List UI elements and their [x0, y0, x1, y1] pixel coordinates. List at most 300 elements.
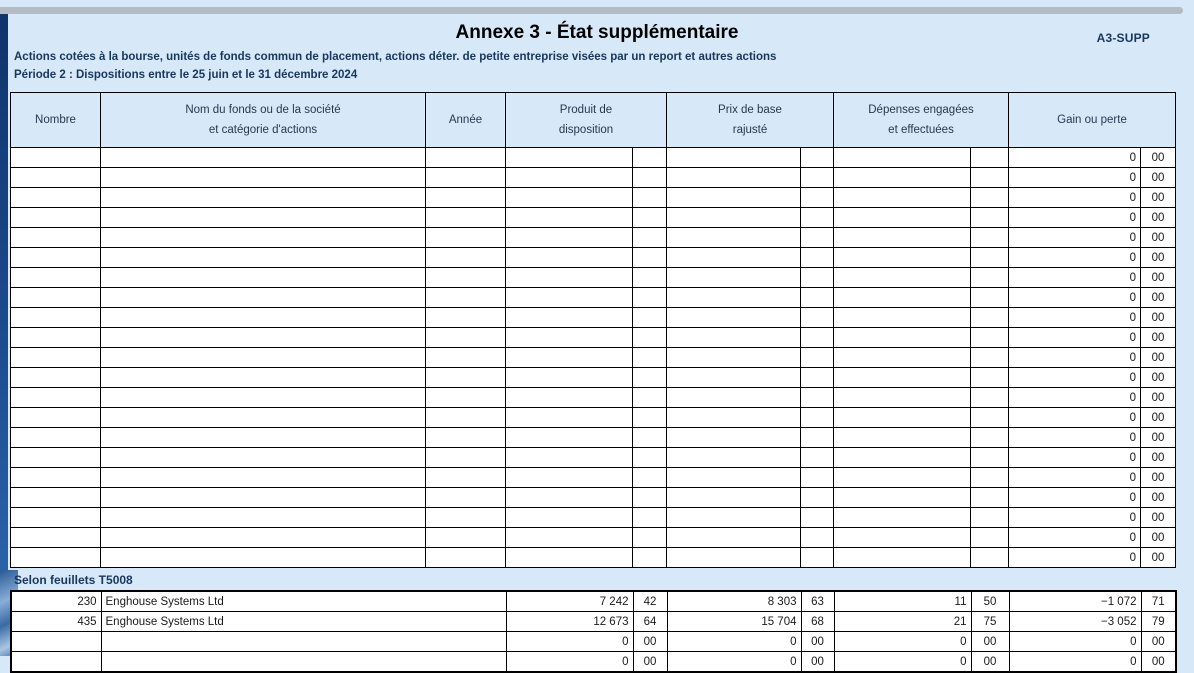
produit-dollars-cell[interactable] [506, 248, 633, 268]
prix-cents-cell[interactable] [801, 448, 834, 468]
gain-dollars-cell: 0 [1009, 388, 1141, 408]
depenses-dollars-cell[interactable] [834, 248, 971, 268]
produit-dollars-cell[interactable] [506, 368, 633, 388]
prix-cents-cell[interactable] [801, 168, 834, 188]
nombre-cell[interactable] [11, 548, 101, 568]
dispositions-table [10, 92, 1176, 568]
annee-cell[interactable] [426, 188, 506, 208]
prix-cents-cell[interactable]: 00 [801, 652, 834, 673]
nombre-cell[interactable] [11, 288, 101, 308]
prix-dollars-cell[interactable] [667, 208, 801, 228]
depenses-dollars-cell[interactable] [834, 228, 971, 248]
prix-cents-cell[interactable] [801, 328, 834, 348]
annee-cell[interactable] [426, 408, 506, 428]
prix-cents-cell[interactable] [801, 148, 834, 168]
nombre-cell[interactable] [11, 368, 101, 388]
nom-cell[interactable] [101, 508, 426, 528]
depenses-dollars-cell[interactable] [834, 208, 971, 228]
nom-cell[interactable] [101, 408, 426, 428]
depenses-dollars-cell[interactable] [834, 448, 971, 468]
depenses-dollars-cell[interactable]: 21 [834, 612, 971, 632]
depenses-dollars-cell[interactable]: 0 [834, 632, 971, 652]
prix-cents-cell[interactable]: 63 [801, 591, 834, 612]
produit-cents-cell[interactable] [633, 528, 667, 548]
gain-cents-cell: 00 [1141, 448, 1176, 468]
nom-cell[interactable] [101, 188, 426, 208]
prix-dollars-cell[interactable] [667, 328, 801, 348]
produit-dollars-cell[interactable] [506, 208, 633, 228]
depenses-cents-cell[interactable] [971, 268, 1009, 288]
nom-cell[interactable] [101, 208, 426, 228]
prix-cents-cell[interactable] [801, 348, 834, 368]
prix-cents-cell[interactable] [801, 228, 834, 248]
annee-cell[interactable] [426, 288, 506, 308]
empty-row [11, 468, 1176, 488]
produit-cents-cell[interactable] [633, 388, 667, 408]
produit-cents-cell[interactable] [633, 508, 667, 528]
annee-cell[interactable] [426, 448, 506, 468]
gain-dollars-cell: 0 [1009, 408, 1141, 428]
gain-cents-cell: 00 [1141, 348, 1176, 368]
depenses-dollars-cell[interactable] [834, 168, 971, 188]
depenses-cents-cell[interactable] [971, 308, 1009, 328]
depenses-dollars-cell[interactable] [834, 548, 971, 568]
nombre-cell[interactable] [11, 528, 101, 548]
gain-dollars-cell: 0 [1009, 208, 1141, 228]
depenses-dollars-cell[interactable]: 11 [834, 591, 971, 612]
produit-dollars-cell[interactable] [506, 448, 633, 468]
gain-dollars-cell: 0 [1009, 148, 1141, 168]
prix-dollars-cell[interactable]: 0 [667, 632, 801, 652]
depenses-cents-cell[interactable] [971, 328, 1009, 348]
depenses-dollars-cell[interactable] [834, 508, 971, 528]
nom-cell[interactable] [101, 488, 426, 508]
produit-dollars-cell[interactable]: 0 [506, 652, 633, 673]
prix-dollars-cell[interactable] [667, 528, 801, 548]
nombre-cell[interactable]: 230 [11, 591, 101, 612]
prix-dollars-cell[interactable] [667, 388, 801, 408]
depenses-dollars-cell[interactable] [834, 328, 971, 348]
produit-cents-cell[interactable] [633, 368, 667, 388]
depenses-cents-cell[interactable]: 00 [971, 652, 1009, 673]
form-code-badge: A3-SUPP [1096, 31, 1150, 45]
nom-cell[interactable] [101, 468, 426, 488]
depenses-cents-cell[interactable] [971, 488, 1009, 508]
col-header-gain: Gain ou perte [1009, 93, 1176, 148]
depenses-cents-cell[interactable] [971, 148, 1009, 168]
produit-cents-cell[interactable]: 00 [633, 632, 667, 652]
gain-cents-cell: 00 [1141, 508, 1176, 528]
nombre-cell[interactable] [11, 468, 101, 488]
produit-dollars-cell[interactable] [506, 328, 633, 348]
t5008-row [11, 612, 1176, 632]
prix-cents-cell[interactable] [801, 368, 834, 388]
nombre-cell[interactable] [11, 428, 101, 448]
depenses-cents-cell[interactable]: 50 [971, 591, 1009, 612]
produit-dollars-cell[interactable]: 7 242 [506, 591, 633, 612]
depenses-cents-cell[interactable] [971, 168, 1009, 188]
prix-dollars-cell[interactable] [667, 168, 801, 188]
prix-dollars-cell[interactable] [667, 548, 801, 568]
produit-cents-cell[interactable] [633, 228, 667, 248]
annee-cell[interactable] [426, 268, 506, 288]
annee-cell[interactable] [426, 508, 506, 528]
depenses-cents-cell[interactable] [971, 508, 1009, 528]
nombre-cell[interactable] [11, 448, 101, 468]
nom-cell[interactable] [101, 548, 426, 568]
prix-cents-cell[interactable] [801, 268, 834, 288]
gain-cents-cell: 00 [1141, 328, 1176, 348]
prix-dollars-cell[interactable] [667, 268, 801, 288]
depenses-dollars-cell[interactable] [834, 528, 971, 548]
col-header-nom: Nom du fonds ou de la société et catégorie d'actions [101, 93, 426, 148]
nom-cell[interactable] [101, 148, 426, 168]
annee-cell[interactable] [426, 388, 506, 408]
gain-dollars-cell: 0 [1009, 228, 1141, 248]
nombre-cell[interactable] [11, 168, 101, 188]
depenses-cents-cell[interactable] [971, 348, 1009, 368]
produit-cents-cell[interactable]: 64 [633, 612, 667, 632]
depenses-dollars-cell[interactable] [834, 188, 971, 208]
gain-cents-cell: 00 [1141, 632, 1176, 652]
nom-cell[interactable] [101, 528, 426, 548]
left-edge-stripe [0, 14, 8, 570]
depenses-dollars-cell[interactable] [834, 288, 971, 308]
produit-dollars-cell[interactable] [506, 268, 633, 288]
empty-row [11, 488, 1176, 508]
nom-cell[interactable] [101, 248, 426, 268]
depenses-cents-cell[interactable] [971, 528, 1009, 548]
gain-dollars-cell: 0 [1009, 508, 1141, 528]
produit-cents-cell[interactable] [633, 148, 667, 168]
gain-cents-cell: 00 [1141, 228, 1176, 248]
gain-cents-cell: 00 [1141, 368, 1176, 388]
nom-cell[interactable] [101, 368, 426, 388]
produit-dollars-cell[interactable] [506, 488, 633, 508]
nombre-cell[interactable] [11, 248, 101, 268]
gain-dollars-cell: −3 052 [1009, 612, 1141, 632]
produit-dollars-cell[interactable] [506, 308, 633, 328]
t5008-row [11, 652, 1176, 673]
depenses-cents-cell[interactable] [971, 188, 1009, 208]
prix-dollars-cell[interactable] [667, 308, 801, 328]
produit-dollars-cell[interactable]: 0 [506, 632, 633, 652]
nom-cell[interactable] [101, 632, 506, 652]
depenses-dollars-cell[interactable] [834, 308, 971, 328]
nombre-cell[interactable] [11, 508, 101, 528]
produit-cents-cell[interactable] [633, 468, 667, 488]
annee-cell[interactable] [426, 168, 506, 188]
depenses-cents-cell[interactable] [971, 228, 1009, 248]
produit-cents-cell[interactable] [633, 188, 667, 208]
produit-cents-cell[interactable] [633, 408, 667, 428]
prix-dollars-cell[interactable] [667, 368, 801, 388]
produit-dollars-cell[interactable] [506, 348, 633, 368]
gain-cents-cell: 00 [1141, 168, 1176, 188]
depenses-cents-cell[interactable] [971, 548, 1009, 568]
nombre-cell[interactable]: 435 [11, 612, 101, 632]
gain-dollars-cell: 0 [1009, 268, 1141, 288]
produit-dollars-cell[interactable] [506, 508, 633, 528]
prix-dollars-cell[interactable] [667, 248, 801, 268]
t5008-row [11, 591, 1176, 612]
nombre-cell[interactable] [11, 268, 101, 288]
depenses-dollars-cell[interactable] [834, 268, 971, 288]
depenses-dollars-cell[interactable] [834, 428, 971, 448]
nom-cell[interactable] [101, 652, 506, 673]
empty-row [11, 348, 1176, 368]
prix-cents-cell[interactable]: 00 [801, 632, 834, 652]
gain-dollars-cell: 0 [1009, 488, 1141, 508]
gain-dollars-cell: 0 [1009, 428, 1141, 448]
empty-row [11, 148, 1176, 168]
col-header-produit: Produit de disposition [506, 93, 667, 148]
gain-cents-cell: 00 [1141, 288, 1176, 308]
annee-cell[interactable] [426, 488, 506, 508]
produit-dollars-cell[interactable] [506, 408, 633, 428]
produit-dollars-cell[interactable] [506, 188, 633, 208]
annee-cell[interactable] [426, 548, 506, 568]
prix-dollars-cell[interactable] [667, 448, 801, 468]
prix-cents-cell[interactable] [801, 488, 834, 508]
produit-cents-cell[interactable] [633, 328, 667, 348]
gain-dollars-cell: 0 [1009, 188, 1141, 208]
empty-row [11, 248, 1176, 268]
nombre-cell[interactable] [11, 408, 101, 428]
nombre-cell[interactable] [11, 148, 101, 168]
produit-cents-cell[interactable] [633, 548, 667, 568]
col-header-nombre: Nombre [11, 93, 101, 148]
prix-dollars-cell[interactable]: 0 [667, 652, 801, 673]
nom-cell[interactable] [101, 348, 426, 368]
produit-dollars-cell[interactable] [506, 168, 633, 188]
gain-dollars-cell: 0 [1009, 448, 1141, 468]
nombre-cell[interactable] [11, 208, 101, 228]
nom-cell[interactable] [101, 308, 426, 328]
gain-cents-cell: 00 [1141, 488, 1176, 508]
empty-row [11, 428, 1176, 448]
gain-dollars-cell: −1 072 [1009, 591, 1141, 612]
produit-cents-cell[interactable] [633, 308, 667, 328]
gain-cents-cell: 71 [1141, 591, 1176, 612]
depenses-cents-cell[interactable] [971, 448, 1009, 468]
empty-row [11, 188, 1176, 208]
gain-dollars-cell: 0 [1009, 348, 1141, 368]
nombre-cell[interactable] [11, 328, 101, 348]
gain-dollars-cell: 0 [1009, 528, 1141, 548]
prix-dollars-cell[interactable] [667, 148, 801, 168]
produit-dollars-cell[interactable] [506, 528, 633, 548]
gain-dollars-cell: 0 [1009, 652, 1141, 673]
produit-cents-cell[interactable] [633, 448, 667, 468]
prix-dollars-cell[interactable] [667, 468, 801, 488]
produit-cents-cell[interactable]: 42 [633, 591, 667, 612]
period-subtitle: Période 2 : Dispositions entre le 25 juin et le 31 décembre 2024 [14, 69, 358, 81]
prix-dollars-cell[interactable] [667, 488, 801, 508]
nom-cell[interactable]: Enghouse Systems Ltd [101, 612, 506, 632]
depenses-dollars-cell[interactable] [834, 388, 971, 408]
produit-cents-cell[interactable]: 00 [633, 652, 667, 673]
gain-cents-cell: 00 [1141, 528, 1176, 548]
gain-cents-cell: 00 [1141, 388, 1176, 408]
gain-cents-cell: 00 [1141, 268, 1176, 288]
gain-cents-cell: 00 [1141, 468, 1176, 488]
nom-cell[interactable] [101, 328, 426, 348]
produit-dollars-cell[interactable] [506, 548, 633, 568]
nombre-cell[interactable] [11, 388, 101, 408]
nombre-cell[interactable] [11, 308, 101, 328]
produit-cents-cell[interactable] [633, 208, 667, 228]
nombre-cell[interactable] [11, 348, 101, 368]
gain-dollars-cell: 0 [1009, 248, 1141, 268]
gain-cents-cell: 00 [1141, 652, 1176, 673]
annee-cell[interactable] [426, 328, 506, 348]
prix-cents-cell[interactable] [801, 528, 834, 548]
nom-cell[interactable] [101, 288, 426, 308]
annee-cell[interactable] [426, 208, 506, 228]
produit-dollars-cell[interactable]: 12 673 [506, 612, 633, 632]
prix-dollars-cell[interactable] [667, 508, 801, 528]
depenses-dollars-cell[interactable] [834, 368, 971, 388]
nombre-cell[interactable] [11, 188, 101, 208]
depenses-dollars-cell[interactable] [834, 468, 971, 488]
prix-dollars-cell[interactable] [667, 188, 801, 208]
prix-cents-cell[interactable] [801, 548, 834, 568]
produit-dollars-cell[interactable] [506, 148, 633, 168]
empty-row [11, 368, 1176, 388]
gain-cents-cell: 00 [1141, 248, 1176, 268]
prix-dollars-cell[interactable]: 8 303 [667, 591, 801, 612]
depenses-cents-cell[interactable] [971, 468, 1009, 488]
annee-cell[interactable] [426, 428, 506, 448]
produit-dollars-cell[interactable] [506, 228, 633, 248]
nom-cell[interactable]: Enghouse Systems Ltd [101, 591, 506, 612]
prix-cents-cell[interactable] [801, 508, 834, 528]
gain-dollars-cell: 0 [1009, 288, 1141, 308]
depenses-cents-cell[interactable] [971, 408, 1009, 428]
gain-cents-cell: 00 [1141, 308, 1176, 328]
produit-cents-cell[interactable] [633, 248, 667, 268]
annee-cell[interactable] [426, 368, 506, 388]
produit-cents-cell[interactable] [633, 488, 667, 508]
gain-cents-cell: 79 [1141, 612, 1176, 632]
nom-cell[interactable] [101, 448, 426, 468]
prix-cents-cell[interactable] [801, 428, 834, 448]
nom-cell[interactable] [101, 388, 426, 408]
prix-dollars-cell[interactable] [667, 288, 801, 308]
produit-cents-cell[interactable] [633, 168, 667, 188]
empty-row [11, 448, 1176, 468]
prix-cents-cell[interactable] [801, 288, 834, 308]
nom-cell[interactable] [101, 168, 426, 188]
t5008-row [11, 632, 1176, 652]
depenses-cents-cell[interactable] [971, 208, 1009, 228]
nombre-cell[interactable] [11, 652, 101, 673]
produit-dollars-cell[interactable] [506, 468, 633, 488]
prix-cents-cell[interactable]: 68 [801, 612, 834, 632]
prix-cents-cell[interactable] [801, 208, 834, 228]
empty-row [11, 328, 1176, 348]
prix-dollars-cell[interactable] [667, 348, 801, 368]
annee-cell[interactable] [426, 528, 506, 548]
depenses-cents-cell[interactable] [971, 388, 1009, 408]
prix-dollars-cell[interactable] [667, 428, 801, 448]
annee-cell[interactable] [426, 308, 506, 328]
depenses-cents-cell[interactable] [971, 248, 1009, 268]
nom-cell[interactable] [101, 228, 426, 248]
produit-cents-cell[interactable] [633, 428, 667, 448]
prix-cents-cell[interactable] [801, 468, 834, 488]
annee-cell[interactable] [426, 148, 506, 168]
depenses-dollars-cell[interactable] [834, 348, 971, 368]
depenses-dollars-cell[interactable] [834, 488, 971, 508]
annee-cell[interactable] [426, 348, 506, 368]
page-title: Annexe 3 - État supplémentaire [455, 22, 739, 43]
t5008-table [10, 590, 1177, 673]
annee-cell[interactable] [426, 468, 506, 488]
produit-dollars-cell[interactable] [506, 388, 633, 408]
produit-dollars-cell[interactable] [506, 428, 633, 448]
t5008-section-label: Selon feuillets T5008 [14, 573, 133, 587]
depenses-cents-cell[interactable]: 75 [971, 612, 1009, 632]
empty-row [11, 408, 1176, 428]
nombre-cell[interactable] [11, 632, 101, 652]
empty-row [11, 168, 1176, 188]
prix-cents-cell[interactable] [801, 388, 834, 408]
header-row [11, 93, 1176, 148]
produit-cents-cell[interactable] [633, 268, 667, 288]
nom-cell[interactable] [101, 428, 426, 448]
gain-dollars-cell: 0 [1009, 328, 1141, 348]
empty-row [11, 528, 1176, 548]
prix-dollars-cell[interactable] [667, 228, 801, 248]
depenses-cents-cell[interactable] [971, 288, 1009, 308]
gain-dollars-cell: 0 [1009, 548, 1141, 568]
prix-dollars-cell[interactable]: 15 704 [667, 612, 801, 632]
prix-cents-cell[interactable] [801, 248, 834, 268]
nombre-cell[interactable] [11, 228, 101, 248]
gain-dollars-cell: 0 [1009, 632, 1141, 652]
depenses-cents-cell[interactable] [971, 428, 1009, 448]
gain-cents-cell: 00 [1141, 408, 1176, 428]
empty-row [11, 548, 1176, 568]
depenses-dollars-cell[interactable] [834, 148, 971, 168]
depenses-dollars-cell[interactable]: 0 [834, 652, 971, 673]
annee-cell[interactable] [426, 228, 506, 248]
prix-dollars-cell[interactable] [667, 408, 801, 428]
gain-dollars-cell: 0 [1009, 368, 1141, 388]
col-header-depenses: Dépenses engagées et effectuées [834, 93, 1009, 148]
depenses-cents-cell[interactable] [971, 368, 1009, 388]
gain-dollars-cell: 0 [1009, 308, 1141, 328]
depenses-dollars-cell[interactable] [834, 408, 971, 428]
depenses-cents-cell[interactable]: 00 [971, 632, 1009, 652]
prix-cents-cell[interactable] [801, 408, 834, 428]
prix-cents-cell[interactable] [801, 308, 834, 328]
produit-cents-cell[interactable] [633, 288, 667, 308]
empty-row [11, 388, 1176, 408]
gain-dollars-cell: 0 [1009, 168, 1141, 188]
gain-dollars-cell: 0 [1009, 468, 1141, 488]
empty-row [11, 288, 1176, 308]
produit-cents-cell[interactable] [633, 348, 667, 368]
nombre-cell[interactable] [11, 488, 101, 508]
nom-cell[interactable] [101, 268, 426, 288]
gain-cents-cell: 00 [1141, 208, 1176, 228]
produit-dollars-cell[interactable] [506, 288, 633, 308]
prix-cents-cell[interactable] [801, 188, 834, 208]
annee-cell[interactable] [426, 248, 506, 268]
